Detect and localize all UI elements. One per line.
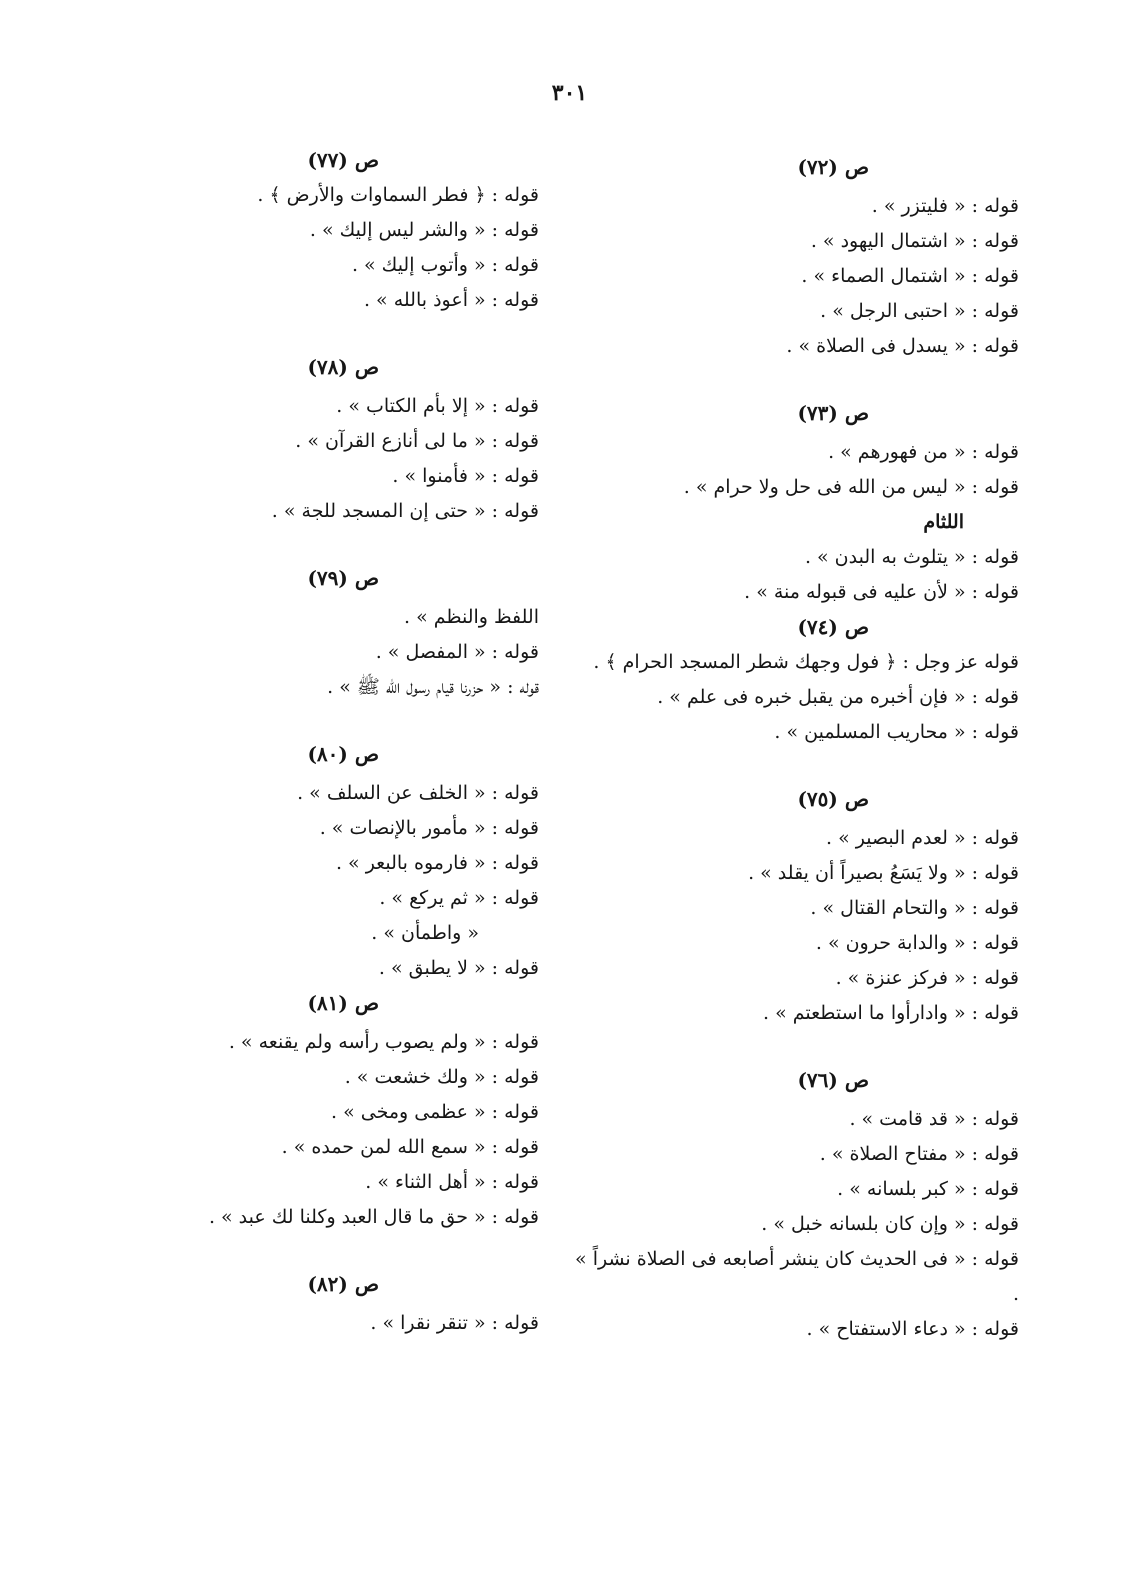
entry-line: قوله : « يتلوث به البدن » . xyxy=(804,546,1019,568)
page-number: ٣٠١ xyxy=(551,80,588,106)
entry-line: قوله : « والشر ليس إليك » . xyxy=(309,219,539,241)
entry-line: قوله : « حق ما قال العبد وكلنا لك عبد » . xyxy=(208,1206,539,1228)
entry-line: قوله : « المفصل » . xyxy=(375,641,539,663)
entry-line: قوله : « يسدل فى الصلاة » . xyxy=(786,335,1019,357)
entry-line: قوله : « لأن عليه فى قبوله منة » . xyxy=(744,581,1019,603)
left-column xyxy=(129,143,539,1341)
entry-line: قوله : « فارموه بالبعر » . xyxy=(335,852,539,874)
entry-line: قوله : « فأمنوا » . xyxy=(392,465,539,487)
entry-line: قوله : « مأمور بالإنصات » . xyxy=(319,817,539,839)
entry-line: قوله : « محاريب المسلمين » . xyxy=(774,721,1019,743)
entry-line: قوله : « لعدم البصير » . xyxy=(826,827,1019,849)
entry-line: قوله : « ولك خشعت » . xyxy=(344,1066,539,1088)
entry-line: « واطمأن » . xyxy=(371,922,479,944)
entry-line: قوله : « والتحام القتال » . xyxy=(810,897,1019,919)
entry-line: قوله : « قد قامت » . xyxy=(849,1108,1019,1130)
entry-line: قوله : « تنقر نقرا » . xyxy=(370,1312,539,1334)
entry-line: اللفظ والنظم » . xyxy=(404,606,539,628)
section-heading-81: ص (٨١) xyxy=(307,991,379,1015)
section-heading-75: ص (٧٥) xyxy=(797,787,869,811)
entry-line: قوله : « أعوذ بالله » . xyxy=(363,289,539,311)
entry-line: قوله : « لا يطبق » . xyxy=(378,957,539,979)
entry-line: قوله : « فإن أخبره من يقبل خبره فى علم » . xyxy=(657,686,1019,708)
entry-line: قوله : « والدابة حرون » . xyxy=(815,932,1019,954)
entry-line: قوله : « ولم يصوب رأسه ولم يقنعه » . xyxy=(228,1031,539,1053)
entry-line: قوله : « فليتزر » . xyxy=(871,195,1019,217)
section-heading-80: ص (٨٠) xyxy=(307,742,379,766)
entry-line: قوله : « فركز عنزة » . xyxy=(835,967,1019,989)
entry-line: قوله : « سمع الله لمن حمده » . xyxy=(281,1136,539,1158)
entry-line: قوله : « دعاء الاستفتاح » . xyxy=(806,1318,1019,1340)
entry-line: قوله : « اشتمال الصماء » . xyxy=(801,265,1019,287)
entry-line: قوله : « وادارأوا ما استطعتم » . xyxy=(763,1002,1019,1024)
section-heading-77: ص (٧٧) xyxy=(307,148,379,172)
entry-line: قوله : « ثم يركع » . xyxy=(379,887,539,909)
entry-line: قوله : « أهل الثناء » . xyxy=(365,1171,539,1193)
entry-line: قوله : « إلا بأم الكتاب » . xyxy=(336,395,539,417)
entry-line: قوله : « احتبى الرجل » . xyxy=(820,300,1019,322)
entry-line: قوله : « عظمى ومخى » . xyxy=(331,1101,539,1123)
entry-line: قوله : « وأتوب إليك » . xyxy=(351,254,539,276)
section-heading-72: ص (٧٢) xyxy=(797,155,869,179)
entry-line: قوله : « ليس من الله فى حل ولا حرام » . xyxy=(683,476,1019,498)
entry-line: قوله : « فى الحديث كان ينشر أصابعه فى الصلاة نشراً » . xyxy=(575,1248,1019,1305)
entry-line: قوله : « حتى إن المسجد للجة » . xyxy=(271,500,539,522)
section-heading-76: ص (٧٦) xyxy=(797,1068,869,1092)
section-heading-78: ص (٧٨) xyxy=(307,355,379,379)
entry-line: قوله : ﴿ فطر السماوات والأرض ﴾ . xyxy=(257,184,539,206)
entry-line: قوله : « ولا يَسَعُ بصيراً أن يقلد » . xyxy=(748,862,1019,884)
section-heading-74: ص (٧٤) xyxy=(797,615,869,639)
entry-line: قوله : « الخلف عن السلف » . xyxy=(297,782,539,804)
entry-line: قوله : « من فهورهم » . xyxy=(828,441,1019,463)
section-heading-73: ص (٧٣) xyxy=(797,401,869,425)
subheading-lithaam: اللثام xyxy=(923,511,964,533)
entry-line: قوله : « كبر بلسانه » . xyxy=(837,1178,1019,1200)
section-heading-82: ص (٨٢) xyxy=(307,1272,379,1296)
entry-line: قوله : « حزرنا قيام رسول الله ﷺ » . xyxy=(327,676,539,698)
entry-line: قوله : « اشتمال اليهود » . xyxy=(810,230,1019,252)
section-heading-79: ص (٧٩) xyxy=(307,566,379,590)
entry-line: قوله : « مفتاح الصلاة » . xyxy=(819,1143,1019,1165)
entry-line: قوله : « وإن كان بلسانه خبل » . xyxy=(761,1213,1019,1235)
right-column xyxy=(569,150,1019,1347)
entry-line: قوله : « ما لى أنازع القرآن » . xyxy=(295,430,539,452)
entry-line: قوله عز وجل : ﴿ فول وجهك شطر المسجد الحرام ﴾ . xyxy=(593,651,1019,673)
